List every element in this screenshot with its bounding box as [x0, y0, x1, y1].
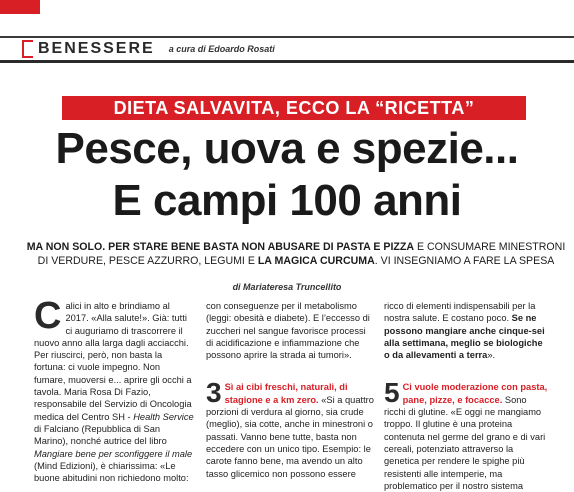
standfirst	[26, 240, 566, 268]
drop-cap: C	[34, 295, 62, 337]
col3-text-b: Sono ricchi di glutine. «E oggi ne mangiamo troppo. Il glutine è una proteina contenuta nel germe del grano e di vari cereali, potenziato attraverso la genetica per rendere le spighe più resistenti alle intemperie, ma problematico per il nostro sistema	[384, 394, 546, 491]
section-header	[22, 38, 275, 60]
col1-text-b: di Falciano (Repubblica di San Marino), nonché autrice del libro	[34, 423, 167, 447]
paragraph	[384, 300, 550, 361]
section-name: BENESSERE	[38, 40, 155, 57]
header-rule	[0, 60, 574, 63]
article-column-1	[34, 295, 194, 484]
top-band	[0, 0, 574, 38]
paragraph	[206, 300, 374, 361]
point-number: 5	[384, 377, 400, 409]
col1-text-c: (Mind Edizioni), è chiarissima: «Le buone abitudini non richiedono molto:	[34, 460, 189, 484]
col3-text-a: ricco di elementi indispensabili per la nostra salute. E costano poco.	[384, 301, 536, 324]
point-lead: Ci vuole moderazione con pasta, pane, pizze, e focacce.	[402, 382, 548, 405]
section-curator: a cura di Edoardo Rosati	[168, 44, 275, 54]
col2-text-a: con conseguenze per il metabolismo (leggi: obesità e diabete). E l’eccesso di zuccheri nel sangue favorisce processi di acidificazione e infiammazione che possono aprire la strada ai tumori».	[206, 301, 370, 361]
point-number: 3	[206, 377, 222, 409]
col1-book-title: Mangiare bene per sconfiggere il male	[34, 448, 193, 459]
standfirst-part-2: E CONSUMARE MINESTRONI DI VERDURE, PESCE AZZURRO, LEGUMI E	[37, 241, 566, 267]
col3-text-end: ».	[487, 350, 496, 361]
article-column-2	[206, 300, 374, 480]
standfirst-part-3: LA MAGICA CURCUMA	[257, 255, 375, 267]
col3-text-bold: Se ne possono mangiare anche cinque-sei alla settimana, meglio se biologiche o da allevamenti a terra	[384, 313, 545, 361]
standfirst-part-4: . VI INSEGNIAMO A FARE LA SPESA	[374, 255, 555, 267]
article-column-3	[384, 300, 550, 492]
headline-line-2: E campi 100 anni	[112, 176, 462, 225]
col2-text-b: «Si a quattro porzioni di verdura al giorno, sia crude (meglio), sia cotte, anche in minestroni o passati. Vanno bene tutte, basta non eccedere con un unico tipo. Esempio: le carote fanno bene, ma avendo un alto tasso glicemico non possono essere	[206, 394, 374, 479]
col1-text-a: alici in alto e brindiamo al 2017. «Alla salute!». Già: tutti ci auguriamo di trascorrere il nuovo anno alla larga dagli acciacchi. Per riuscirci, però, non basta la fortuna: ci vuole impegno. Non fumare, muoversi e... aprire gli occhi a tavola. Maria Rosa Di Fazio, responsabile del Servizio di Oncologia medica del Centro SH -	[34, 301, 192, 422]
byline: di Mariateresa Truncellito	[232, 282, 342, 292]
paragraph	[384, 377, 550, 492]
red-corner-block	[0, 0, 40, 14]
paragraph	[206, 377, 374, 479]
point-lead: Sì ai cibi freschi, naturali, di stagione e a km zero.	[224, 382, 348, 405]
section-bracket-icon	[22, 40, 33, 58]
standfirst-part-1: MA NON SOLO. PER STARE BENE BASTA NON ABUSARE DI PASTA E PIZZA	[26, 241, 414, 253]
paragraph	[34, 295, 194, 484]
col1-text-italic-a: Health Service	[133, 411, 194, 422]
kicker: DIETA SALVAVITA, ECCO LA “RICETTA”	[62, 96, 526, 120]
headline-line-1: Pesce, uova e spezie...	[55, 124, 519, 173]
